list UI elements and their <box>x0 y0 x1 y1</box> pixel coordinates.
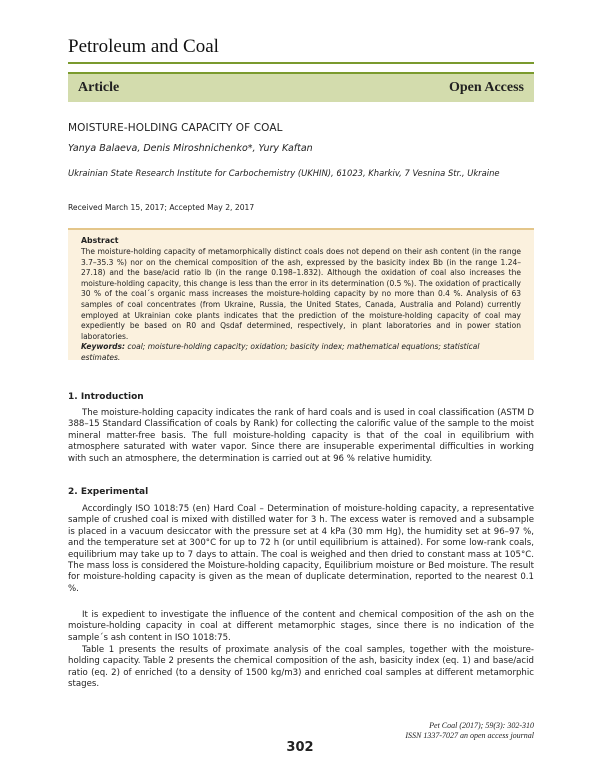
section-heading-introduction: 1. Introduction <box>68 392 144 402</box>
affiliation: Ukrainian State Research Institute for Carbochemistry (UKHIN), 61023, Kharkiv, 7 Vesnina Str., Ukraine <box>68 168 500 178</box>
abstract-text: The moisture-holding capacity of metamorphically distinct coals does not depend on their ash content (in the range 3.7–35.3 %) nor on the chemical composition of the ash, expressed by the basicity index Bb (in the range 1.24–27.18) and the base/acid ratio Ib (in the range 0.198–1.832). Although the oxidation of coal also increases the moisture-holding capacity, this change is less than the error in its determination (0.5 %). The oxidation of practically 30 % of the coal´s organic mass increases the moisture-holding capacity by no more than 0.4 %. Analysis of 63 samples of coal concentrates (from Ukraine, Russia, the United States, Canada, Australia and Poland) currently employed at Ukrainian coke plants indicates that the prediction of the moisture-holding capacity of coal may expediently be based on R0 and Qsdaf determined, respectively, in plant laboratories and in power station laboratories. <box>81 247 521 341</box>
page-number: 302 <box>286 740 314 755</box>
citation-line-1: Pet Coal (2017); 59(3): 302-310 <box>429 721 534 730</box>
article-type-bar <box>68 72 534 102</box>
author-list: Yanya Balaeva, Denis Miroshnichenko*, Yury Kaftan <box>68 143 313 154</box>
abstract-heading: Abstract <box>81 236 119 245</box>
article-label: Article <box>78 80 120 95</box>
article-title: MOISTURE-HOLDING CAPACITY OF COAL <box>68 122 283 134</box>
experimental-paragraph-3: Table 1 presents the results of proximate analysis of the coal samples, together with the moisture-holding capacity. Table 2 presents the chemical composition of the ash, basicity index (eq. 1) and base/acid ratio (eq. 2) of enriched (to a density of 1500 kg/m3) and enriched coal samples at different metamorphic stages. <box>68 645 534 690</box>
journal-title: Petroleum and Coal <box>68 36 219 57</box>
citation-line-2: ISSN 1337-7027 an open access journal <box>405 731 534 740</box>
footer-citation <box>405 721 534 741</box>
keywords-text: coal; moisture-holding capacity; oxidation; basicity index; mathematical equations; statistical estimates. <box>81 342 480 362</box>
open-access-label: Open Access <box>448 80 524 95</box>
experimental-paragraph-1: Accordingly ISO 1018:75 (en) Hard Coal – Determination of moisture-holding capacity, a representative sample of crushed coal is mixed with distilled water for 3 h. The excess water is removed and a subsample is placed in a vacuum desiccator with the pressure set at 4 kPa (30 mm Hg), the humidity set at 96–97 %, and the temperature set at 300°C for up to 72 h (or until equilibrium is attained). For some low-rank coals, equilibrium may take up to 7 days to attain. The coal is weighed and then dried to constant mass at 105°C. The mass loss is considered the Moisture-holding capacity, Equilibrium moisture or Bed moisture. The result for moisture-holding capacity is given as the mean of duplicate determination, reported to the nearest 0.1 %. <box>68 504 534 594</box>
section-heading-experimental: 2. Experimental <box>68 487 149 497</box>
introduction-paragraph: The moisture-holding capacity indicates the rank of hard coals and is used in coal classification (ASTM D 388–15 Standard Classification of coals by Rank) for collecting the calorific value of the sample to the moist mineral matter-free basis. The full moisture-holding capacity is that of the coal in equilibrium with atmosphere saturated with water vapor. Since there are insuperable experimental difficulties in working with such an atmosphere, the determination is carried out at 96 % relative humidity. <box>68 408 534 464</box>
experimental-paragraph-2: It is expedient to investigate the influence of the content and chemical composition of the ash on the moisture-holding capacity in coal at different metamorphic stages, since there is no indication of the sample´s ash content in ISO 1018:75. <box>68 610 534 643</box>
received-dates: Received March 15, 2017; Accepted May 2, 2017 <box>68 203 255 212</box>
header-rule <box>68 62 534 64</box>
keywords-label: Keywords: <box>81 342 125 352</box>
keywords-line <box>81 342 521 363</box>
abstract-box <box>68 228 534 360</box>
